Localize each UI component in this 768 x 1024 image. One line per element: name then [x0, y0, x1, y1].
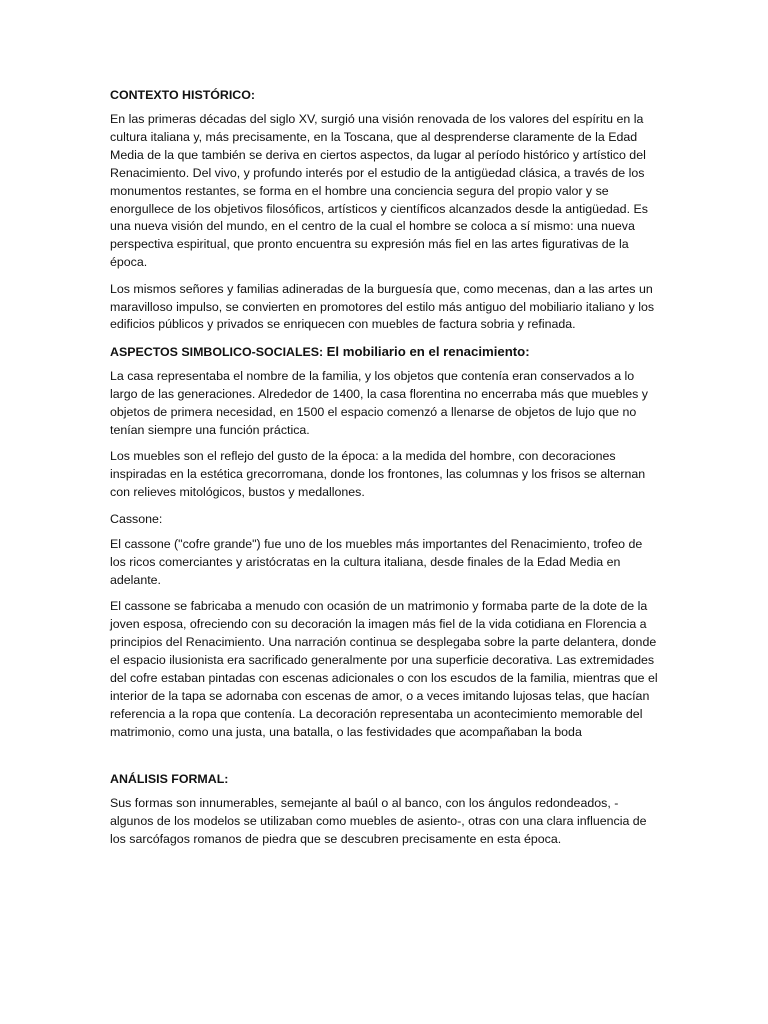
label-cassone: Cassone: [110, 512, 163, 527]
heading-contexto-historico: CONTEXTO HISTÓRICO: [110, 88, 256, 102]
heading-aspectos-simbolico-sociales [110, 343, 660, 361]
heading-analisis-formal: ANÁLISIS FORMAL: [110, 772, 229, 787]
paragraph-casa-familia: La casa representaba el nombre de la familia, y los objetos que contenía eran conservados a lo largo de las generaciones. Alrededor de 1400, la casa florentina no encerraba más que muebles y objetos de primera necesidad, en 1500 el espacio comenzó a llenarse de objetos de lujo que no tenían siempre una función práctica. [110, 368, 648, 437]
paragraph-cassone-definicion: El cassone ("cofre grande") fue uno de los muebles más importantes del Renacimiento, trofeo de los ricos comerciantes y aristócratas en la cultura italiana, desde finales de la Edad Media en adelante. [110, 537, 643, 588]
paragraph-renacimiento-origen: En las primeras décadas del siglo XV, surgió una visión renovada de los valores del espíritu en la cultura italiana y, más precisamente, en la Toscana, que al desprenderse claramente de la Edad Media de la que también se deriva en ciertos aspectos, da lugar al período histórico y artístico del Renacimiento. Del vivo, y profundo interés por el estudio de la antigüedad clásica, a través de los monumentos restantes, se forma en el hombre una conciencia segura del propio valor y se enorgullece de los objetivos filosóficos, artísticos y científicos alcanzados desde la antigüedad. Es una nueva visión del mundo, en el centro de la cual el hombre se coloca a sí mismo: una nueva perspectiva espiritual, que pronto encuentra su expresión más fiel en las artes figurativas de la época. [110, 112, 648, 270]
paragraph-formas: Sus formas son innumerables, semejante al baúl o al banco, con los ángulos redondeados, -algunos de los modelos se utilizaban como muebles de asiento-, otras con una clara influencia de los sarcófagos romanos de piedra que se descubren precisamente en esta época. [110, 796, 647, 846]
document-body [110, 86, 660, 857]
paragraph-muebles-reflejo: Los muebles son el reflejo del gusto de la época: a la medida del hombre, con decoraciones inspiradas en la estética grecorromana, donde los frontones, las columnas y los frisos se alternan con relieves mitológicos, bustos y medallones. [110, 449, 646, 499]
paragraph-cassone-matrimonio: El cassone se fabricaba a menudo con ocasión de un matrimonio y formaba parte de la dote de la joven esposa, ofreciendo con su decoración la imagen más fiel de la vida cotidiana en Florencia a principios del Renacimiento. Una narración continua se desplegaba sobre la parte delantera, donde el espacio ilusionista era sacrificado generalmente por una superficie decorativa. Las extremidades del cofre estaban pintadas con escenas adicionales o con los escudos de la familia, mientras que el interior de la tapa se adornaba con escenas de amor, o a veces imitando lujosas telas, que hacían referencia a la ropa que contenía. La decoración representaba un acontecimiento memorable del matrimonio, como una justa, una batalla, o las festividades que acompañaban la boda [110, 599, 658, 739]
section-spacer [110, 750, 660, 770]
heading-aspectos-subtitle: El mobiliario en el renacimiento: [326, 343, 530, 359]
paragraph-mecenas: Los mismos señores y familias adineradas de la burguesía que, como mecenas, dan a las artes un maravilloso impulso, se convierten en promotores del estilo más antiguo del mobiliario italiano y los edificios públicos y privados se enriquecen con muebles de factura sobria y refinada. [110, 281, 655, 332]
heading-aspectos-label: ASPECTOS SIMBOLICO-SOCIALES: [110, 344, 324, 359]
